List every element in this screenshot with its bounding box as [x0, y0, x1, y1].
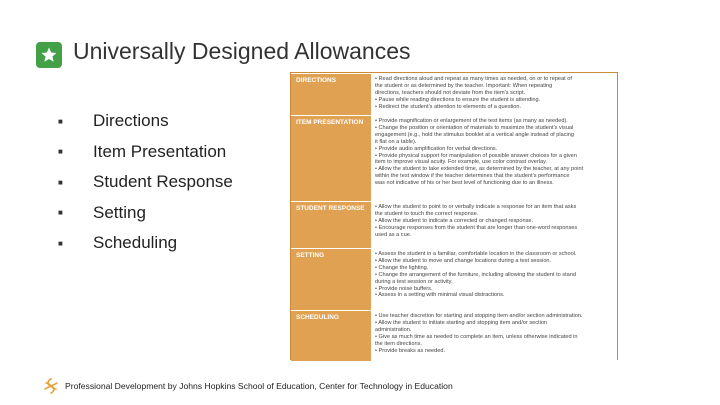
- row-description: [371, 249, 617, 310]
- description-line: used as a cue.: [375, 231, 412, 238]
- table-row-setting: [291, 248, 617, 310]
- topic-item: [58, 228, 233, 259]
- description-line: the item directions.: [375, 340, 422, 347]
- allowances-table: [290, 72, 618, 360]
- description-line: within the test window if the teacher determines that the student's performance: [375, 173, 570, 180]
- description-line: • Change the position or orientation of materials to maximize the student's visual: [375, 124, 574, 131]
- description-line: • Give as much time as needed to complete an item, unless otherwise indicated in: [375, 333, 578, 340]
- topic-label: Scheduling: [93, 233, 178, 253]
- description-line: administration.: [375, 326, 412, 333]
- table-row-directions: [291, 73, 617, 115]
- row-category: DIRECTIONS: [291, 74, 371, 115]
- description-line: engagement (e.g., hold the stimulus booklet at a vertical angle instead of placing: [375, 131, 575, 138]
- description-line: directions, teachers should not deviate from the item's script.: [375, 89, 525, 96]
- topic-item: [58, 198, 233, 229]
- description-line: • Change the arrangement of the furniture, including allowing the student to stand: [375, 271, 576, 278]
- description-line: • Assess the student in a familiar, comfortable location in the classroom or school.: [375, 251, 577, 257]
- description-line: • Allow the student to move and change locations during a test session.: [375, 257, 552, 264]
- topic-item: [58, 106, 233, 137]
- table-row-item-presentation: [291, 115, 617, 201]
- row-description: [371, 74, 617, 115]
- table-row-student-response: [291, 201, 617, 248]
- topic-label: Setting: [93, 202, 146, 222]
- footer: [43, 377, 453, 395]
- description-line: • Allow the student to indicate a corrected or changed response.: [375, 217, 534, 224]
- row-category: SCHEDULING: [291, 311, 371, 361]
- table-row-scheduling: [291, 310, 617, 361]
- row-category: STUDENT RESPONSE: [291, 202, 371, 248]
- description-line: during a test session or activity.: [375, 278, 453, 285]
- star-icon-glyph: [40, 46, 58, 64]
- description-line: • Allow the student to take extended time, as determined by the teacher, at any point: [375, 166, 584, 173]
- row-description: [371, 311, 617, 361]
- topic-item: [58, 167, 233, 198]
- description-line: • Change the lighting.: [375, 264, 429, 271]
- row-description: [371, 202, 617, 248]
- topic-label: Student Response: [93, 172, 233, 192]
- description-line: • Use teacher discretion for starting and stopping item and/or section administration.: [375, 313, 583, 319]
- description-line: item to improve visual acuity. For example, use color contrast overlay.: [375, 159, 548, 166]
- description-line: the student to touch the correct response.: [375, 210, 479, 217]
- bullet-icon: ■: [58, 116, 63, 126]
- bullet-icon: ■: [58, 177, 63, 187]
- bullet-icon: ■: [58, 238, 63, 248]
- description-line: • Assess in a setting with minimal visual distractions.: [375, 292, 505, 299]
- description-line: • Redirect the student's attention to elements of a question.: [375, 103, 522, 110]
- jhu-logo-icon: [43, 377, 59, 395]
- description-line: it flat on a table).: [375, 138, 417, 145]
- page-title: Universally Designed Allowances: [73, 38, 411, 64]
- description-line: • Pause while reading directions to ensure the student is attending.: [375, 96, 541, 103]
- topic-label: Directions: [93, 111, 169, 131]
- description-line: • Allow the student to initiate starting and stopping item and/or section: [375, 319, 548, 326]
- star-icon: [36, 42, 62, 68]
- row-category: SETTING: [291, 249, 371, 310]
- footer-text: Professional Development by Johns Hopkins School of Education, Center for Technology in Education: [65, 381, 453, 391]
- topic-list: [58, 106, 233, 259]
- description-line: • Provide audio amplification for verbal directions.: [375, 145, 498, 152]
- topic-label: Item Presentation: [93, 141, 227, 161]
- row-category: ITEM PRESENTATION: [291, 116, 371, 201]
- description-line: • Allow the student to point to or verbally indicate a response for an item that asks: [375, 204, 577, 210]
- topic-item: [58, 137, 233, 168]
- bullet-icon: ■: [58, 147, 63, 157]
- description-line: • Read directions aloud and repeat as many times as needed, on or to repeat of: [375, 76, 572, 82]
- description-line: • Provide breaks as needed.: [375, 347, 446, 354]
- description-line: • Provide physical support for manipulation of possible answer choices for a given: [375, 152, 577, 159]
- description-line: • Encourage responses from the student that are longer than one-word responses: [375, 224, 578, 231]
- description-line: the student or as determined by the teacher. Important: When repeating: [375, 82, 553, 89]
- row-description: [371, 116, 617, 201]
- description-line: was not indicative of his or her best level of functioning due to an illness.: [375, 180, 554, 187]
- bullet-icon: ■: [58, 208, 63, 218]
- description-line: • Provide magnification or enlargement of the test items (as many as needed).: [375, 118, 568, 124]
- description-line: • Provide noise buffers.: [375, 285, 433, 292]
